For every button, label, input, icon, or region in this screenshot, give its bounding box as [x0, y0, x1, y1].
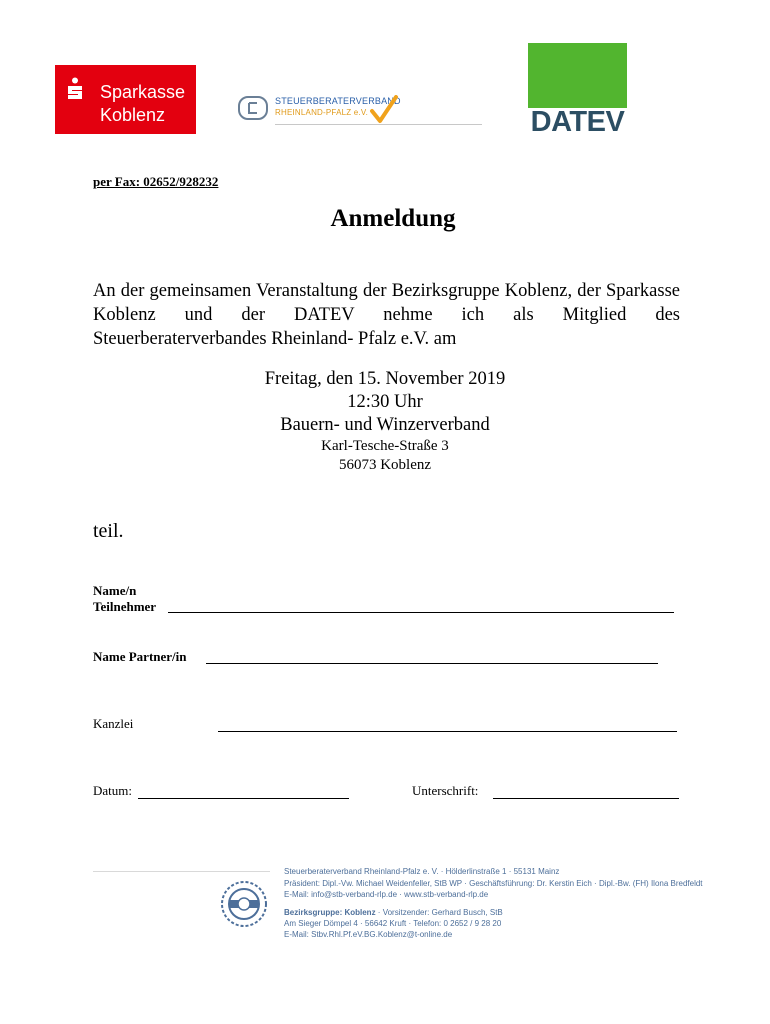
intro-paragraph-last-line: Steuerberaterverbandes Rheinland- Pfalz e.V. am [93, 329, 457, 349]
checkmark-icon [369, 95, 399, 125]
footer-line-1: Steuerberaterverband Rheinland-Pfalz e. V. · Hölderlinstraße 1 · 55131 Mainz [284, 867, 560, 876]
stb-emblem-icon [237, 95, 271, 121]
footer-bezirksgruppe: Bezirksgruppe: Koblenz [284, 908, 376, 917]
partner-input-line[interactable] [206, 663, 658, 664]
event-venue: Bauern- und Winzerverband [280, 415, 490, 435]
intro-paragraph: An der gemeinsamen Veranstaltung der Bezirksgruppe Koblenz, der Sparkasse Koblenz und der DATEV nehme ich als Mitglied des [93, 281, 680, 325]
fax-number: per Fax: 02652/928232 [93, 174, 219, 189]
steuerberaterverband-logo [235, 93, 485, 129]
page-title: Anmeldung [330, 205, 456, 232]
event-time: 12:30 Uhr [347, 392, 423, 412]
footer-line-2: Präsident: Dipl.-Vw. Michael Weidenfeller, StB WP · Geschäftsführung: Dr. Kerstin Eich · Dipl.-Bw. (FH) Ilona Bredfeldt [284, 879, 703, 888]
datum-input-line[interactable] [138, 798, 349, 799]
datev-green-block [528, 43, 627, 108]
unterschrift-label: Unterschrift: [412, 783, 479, 798]
sparkasse-s-icon [65, 77, 85, 101]
footer-line-3: E-Mail: info@stb-verband-rlp.de · www.stb-verband-rlp.de [284, 890, 489, 899]
name-label-line2: Teilnehmer [93, 599, 157, 614]
unterschrift-input-line[interactable] [493, 798, 679, 799]
datev-wordmark: DATEV [530, 106, 625, 138]
footer-line-6: E-Mail: Stbv.Rhl.Pf.eV.BG.Koblenz@t-online.de [284, 930, 453, 939]
footer-line-4 [284, 908, 503, 918]
partner-label: Name Partner/in [93, 649, 187, 664]
sparkasse-name-line2: Koblenz [100, 105, 166, 125]
kanzlei-input-line[interactable] [218, 731, 677, 732]
event-street: Karl-Tesche-Straße 3 [321, 438, 449, 454]
stb-logo-rule [275, 124, 482, 125]
dstv-seal-icon [220, 880, 268, 928]
datev-logo [528, 43, 627, 138]
sparkasse-name-line1: Sparkasse [100, 82, 186, 102]
footer-line-5: Am Sieger Dömpel 4 · 56642 Kruft · Telefon: 0 2652 / 9 28 20 [284, 919, 502, 928]
name-label-line1: Name/n [93, 583, 137, 598]
datum-label: Datum: [93, 783, 132, 798]
footer-rule [93, 871, 270, 872]
stb-name-line1: STEUERBERATERVERBAND [275, 96, 401, 106]
name-input-line[interactable] [168, 612, 674, 613]
teil-text: teil. [93, 520, 124, 542]
footer-vorsitzender: · Vorsitzender: Gerhard Busch, StB [375, 908, 503, 917]
event-city: 56073 Koblenz [338, 457, 432, 473]
sparkasse-logo [55, 65, 196, 134]
kanzlei-label: Kanzlei [93, 716, 134, 731]
event-date: Freitag, den 15. November 2019 [264, 369, 506, 389]
stb-name-line2: RHEINLAND-PFALZ e.V. [275, 108, 369, 117]
